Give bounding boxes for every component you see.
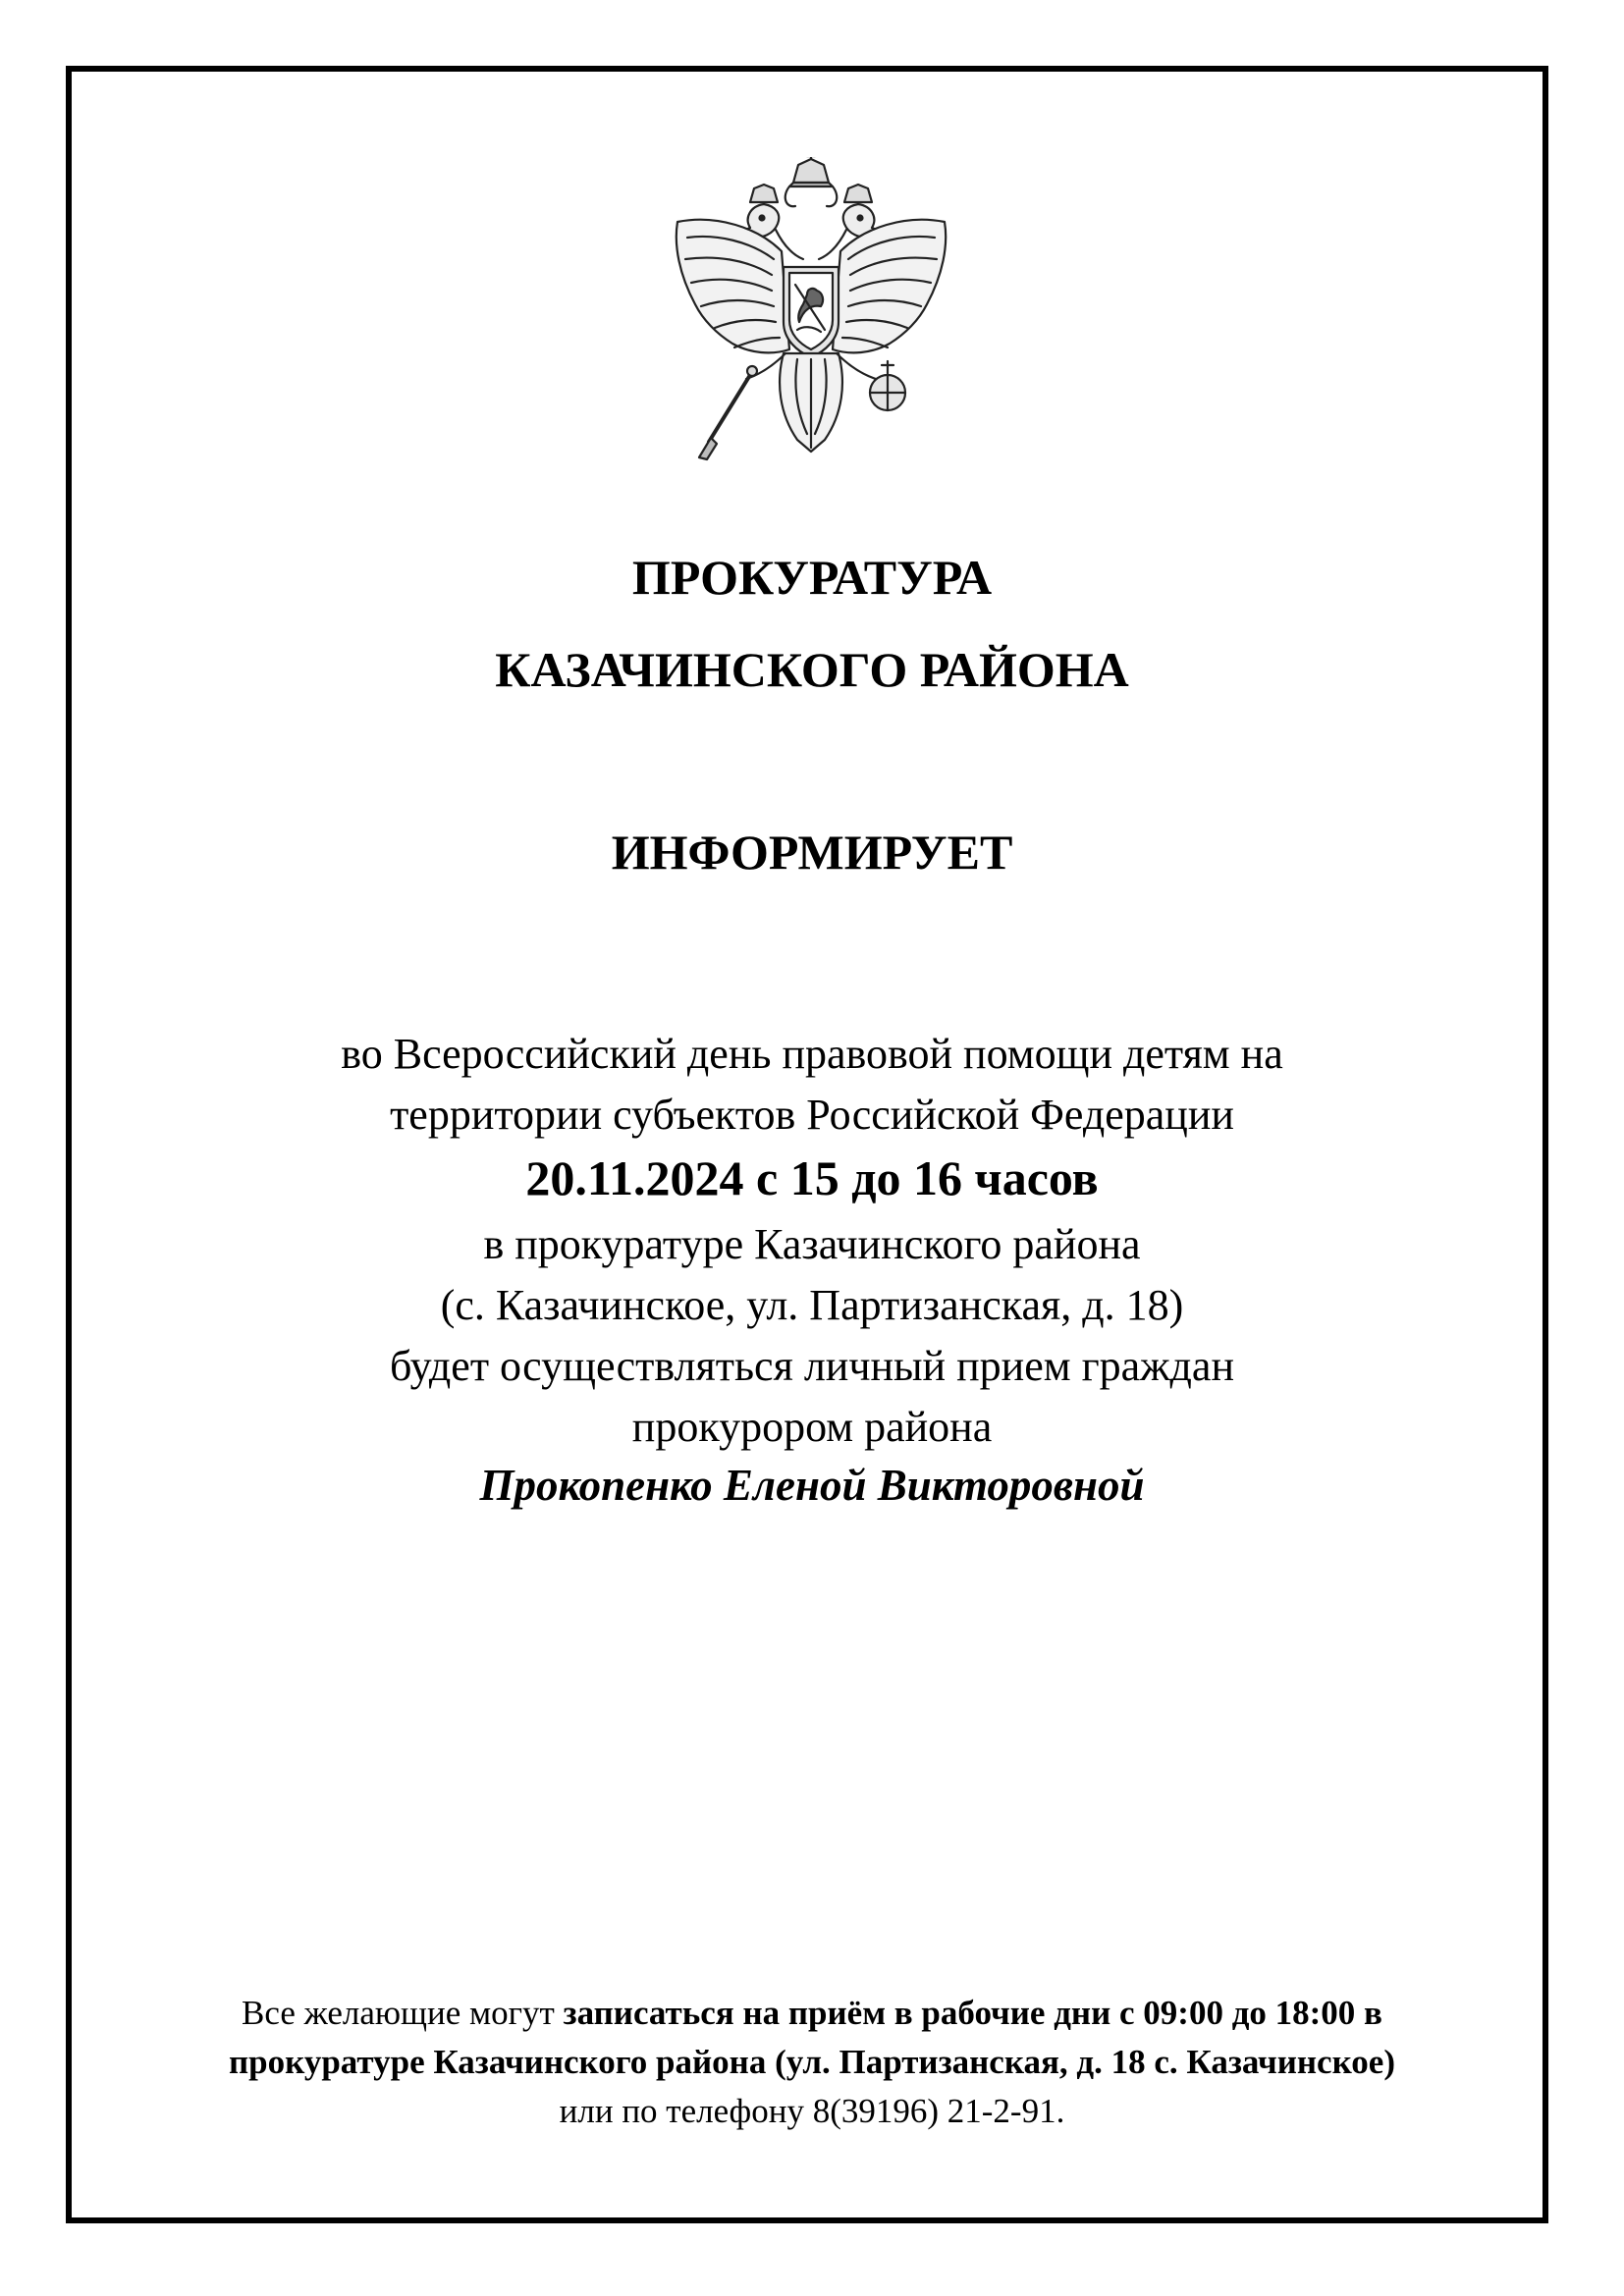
event-datetime: 20.11.2024 с 15 до 16 часов	[525, 1150, 1099, 1205]
footer-line-1-plain: Все желающие могут	[242, 1994, 564, 2032]
announcement-line-6: будет осуществляться личный прием граждан	[389, 1342, 1235, 1390]
announcement-line-7: прокурором района	[631, 1403, 993, 1451]
informs-heading: ИНФОРМИРУЕТ	[611, 825, 1013, 880]
org-title-line2: КАЗАЧИНСКОГО РАЙОНА	[495, 642, 1129, 697]
announcement-address: (с. Казачинское, ул. Партизанская, д. 18)	[440, 1281, 1184, 1329]
prosecutor-name: Прокопенко Еленой Викторовной	[479, 1461, 1145, 1510]
org-title-line1: ПРОКУРАТУРА	[631, 550, 993, 605]
announcement-line-4: в прокуратуре Казачинского района	[483, 1220, 1141, 1268]
footer-line-1	[0, 1993, 1624, 2034]
footer-phone-line: или по телефону 8(39196) 21-2-91.	[559, 2092, 1065, 2130]
footer-line-2	[0, 2042, 1624, 2083]
emblem-icon	[656, 157, 966, 483]
footer-line-2-bold: прокуратуре Казачинского района (ул. Партизанская, д. 18 с. Казачинское)	[229, 2043, 1395, 2081]
footer-line-1-bold: записаться на приём в рабочие дни с 09:00 до 18:00 в	[563, 1994, 1382, 2032]
announcement-line-1: во Всероссийский день правовой помощи детям на	[341, 1030, 1283, 1078]
announcement-line-2: территории субъектов Российской Федерации	[390, 1091, 1234, 1139]
double-headed-eagle-icon	[656, 157, 966, 483]
